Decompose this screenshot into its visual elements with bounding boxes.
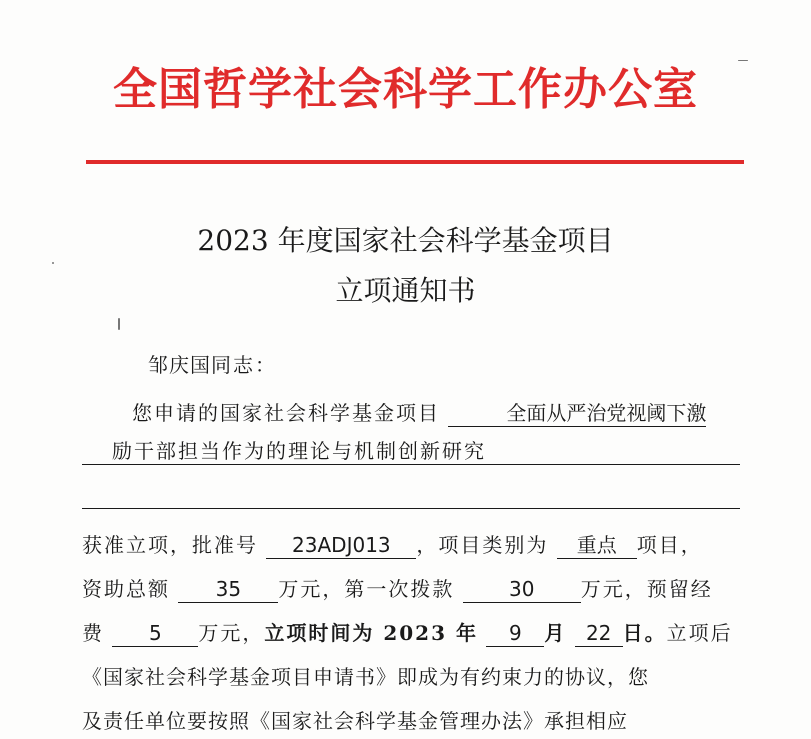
funding-unit-1: 万元，第一次拨款 bbox=[278, 577, 455, 601]
project-title-underline-1 bbox=[82, 464, 740, 465]
after-date-text: 立项后 bbox=[666, 621, 733, 645]
project-title-part1: 全面从严治党视阈下激 bbox=[448, 400, 706, 427]
category-suffix: 项目， bbox=[636, 533, 703, 557]
project-category: 重点 bbox=[557, 532, 637, 559]
reserve-prefix: 费 bbox=[82, 621, 104, 645]
first-payment: 30 bbox=[463, 576, 581, 603]
scan-mark bbox=[738, 60, 748, 61]
funding-total: 35 bbox=[178, 576, 278, 603]
funding-unit-2: 万元，预留经 bbox=[580, 577, 713, 601]
project-title-part2: 励干部担当作为的理论与机制创新研究 bbox=[112, 439, 486, 463]
approval-number: 23ADJ013 bbox=[266, 532, 416, 559]
project-title-underline-2 bbox=[82, 508, 740, 509]
approved-prefix: 获准立项，批准号 bbox=[82, 533, 258, 557]
approval-month: 9 bbox=[486, 620, 544, 647]
letterhead-org-name: 全国哲学社会科学工作办公室 bbox=[113, 64, 698, 115]
salutation bbox=[148, 350, 277, 380]
body-line-6: 《国家社会科学基金项目申请书》即成为有约束力的协议，您 bbox=[82, 665, 649, 689]
day-label: 日。 bbox=[622, 621, 667, 645]
month-label: 月 bbox=[544, 621, 567, 645]
funding-prefix: 资助总额 bbox=[82, 577, 170, 601]
scan-mark bbox=[118, 318, 120, 330]
body-line-5 bbox=[82, 618, 733, 648]
intro-text: 您申请的国家社会科学基金项目 bbox=[132, 401, 440, 425]
salutation-suffix: 同志： bbox=[211, 353, 277, 377]
applicant-name: 邹庆国 bbox=[148, 353, 211, 377]
body-line-7: 及责任单位要按照《国家社会科学基金管理办法》承担相应 bbox=[82, 709, 628, 733]
date-prefix: 立项时间为 2023 年 bbox=[264, 621, 478, 645]
body-line-4 bbox=[82, 574, 713, 604]
letterhead-red-rule bbox=[86, 160, 744, 164]
body-line-1 bbox=[132, 398, 706, 428]
reserve-amount: 5 bbox=[112, 620, 198, 647]
category-prefix: ，项目类别为 bbox=[416, 533, 549, 557]
notice-title-line2: 立项通知书 bbox=[335, 274, 476, 307]
scan-mark bbox=[52, 262, 54, 264]
notice-title-line1: 2023 年度国家社会科学基金项目 bbox=[197, 224, 614, 257]
reserve-unit: 万元， bbox=[198, 621, 265, 645]
body-line-3 bbox=[82, 530, 703, 560]
approval-day: 22 bbox=[575, 620, 623, 647]
